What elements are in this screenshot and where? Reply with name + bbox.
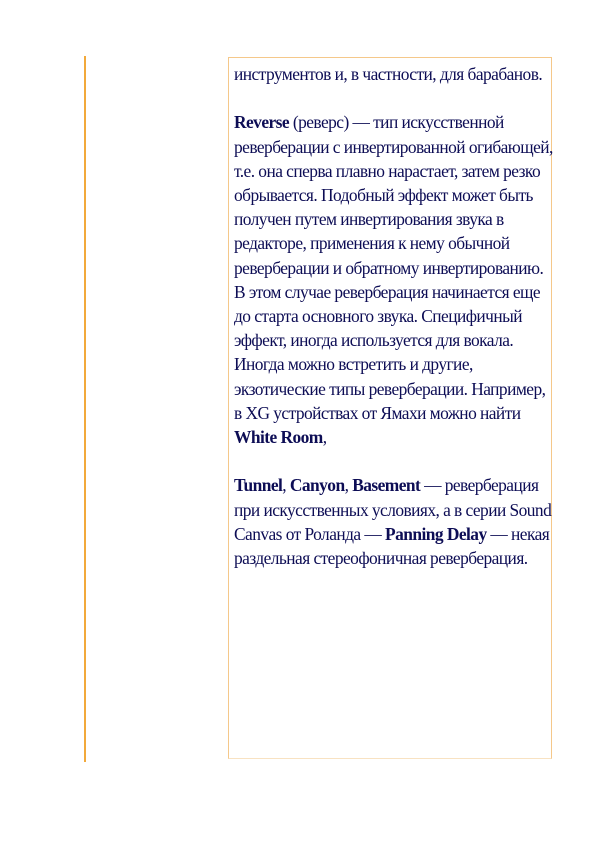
paragraph-gap [234,449,554,473]
paragraph-text: — некая раздельная стереофоничная реверберация. [234,523,550,569]
term-reverse: Reverse [234,112,290,133]
paragraph-gap [234,86,554,110]
term-panning-delay: Panning Delay [385,523,487,544]
paragraph-reverse [234,110,554,449]
paragraph-types [234,473,554,570]
paragraph-continued [234,62,554,86]
term-canyon: Canyon [289,475,345,496]
body-text [234,62,554,570]
term-basement: Basement [352,475,421,496]
margin-rule [84,56,86,762]
paragraph-text: (реверс) — тип искусственной реверберации с инвертированной огибающей, т.е. она сперва плавно нарастает, затем резко обрывается. Подобный эффект может быть получен путем инвертирования звука в редакторе, применения к нему обычной реверберации и обратному инвертированию. В этом случае реверберация начинается еще до старта основного звука. Специфичный эффект, иногда используется для вокала. Иногда можно встретить и другие, экзотические типы реверберации. Например, в XG устройствах от Ямахи можно найти [234,112,553,423]
term-white-room: White Room [234,427,323,448]
punctuation: , [344,475,353,496]
paragraph-text: инструментов и, в частности, для барабанов. [234,64,543,84]
paragraph-text: — реверберация при искусственных условиях, а в серии Sound Canvas от Роланда — [234,475,552,544]
term-tunnel: Tunnel [234,475,283,496]
punctuation: , [322,427,327,448]
punctuation: , [282,475,290,496]
